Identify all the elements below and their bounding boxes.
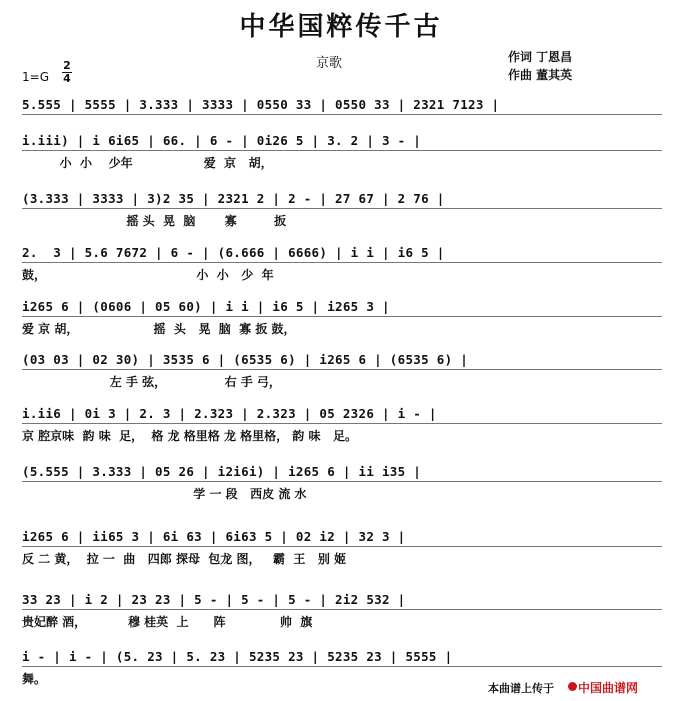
score-row xyxy=(22,528,662,567)
lyric-line: 贵妃醉 酒， 穆 桂英 上 阵 帅 旗 xyxy=(22,615,313,629)
song-title: 中华国粹传千古 xyxy=(239,12,443,42)
score-row xyxy=(22,132,662,171)
score-row xyxy=(22,405,662,444)
lyricist-credit: 作词 丁恩昌 xyxy=(508,50,573,64)
meter-bottom: 4 xyxy=(63,72,71,85)
lyric-line: 左 手 弦， 右 手 弓， xyxy=(22,375,281,389)
lyric-line: 爱 京 胡， 摇 头 晃 脑 寡 扳 鼓， xyxy=(22,322,296,336)
site-logo-icon xyxy=(568,682,577,691)
lyric-line: 小 小 少年 爱 京 胡， xyxy=(22,156,273,170)
score-row xyxy=(22,591,662,630)
note-line: 2. 3 | 5.6 7672 | 6 - | (6.666 | 6666) | i i | i6 5 | xyxy=(22,244,662,263)
note-line: i.ii6 | 0i 3 | 2. 3 | 2.323 | 2.323 | 05 2326 | i - | xyxy=(22,405,662,424)
note-line: i - | i - | (5. 23 | 5. 23 | 5235 23 | 5235 23 | 5555 | xyxy=(22,648,662,667)
lyric-line: 舞。 xyxy=(22,672,47,686)
lyric-line: 京 腔京味 韵 味 足， 格 龙 格里格 龙 格里格， 韵 味 足。 xyxy=(22,429,358,443)
lyric-line: 摇 头 晃 脑 寡 扳 xyxy=(22,214,287,228)
note-line: (03 03 | 02 30) | 3535 6 | (6535 6) | i265 6 | (6535 6) | xyxy=(22,351,662,370)
score-row xyxy=(22,351,662,390)
note-line: (5.555 | 3.333 | 05 26 | i2i6i) | i265 6 | ii i35 | xyxy=(22,463,662,482)
note-line: i265 6 | ii65 3 | 6i 63 | 6i63 5 | 02 i2 | 32 3 | xyxy=(22,528,662,547)
lyric-line: 反 二 黄， 拉 一 曲 四郎 探母 包龙 图， 霸 王 别 姬 xyxy=(22,552,347,566)
genre-label: 京歌 xyxy=(316,56,343,71)
note-line: 33 23 | i 2 | 23 23 | 5 - | 5 - | 5 - | 2i2 532 | xyxy=(22,591,662,610)
site-name-link[interactable]: 中国曲谱网 xyxy=(578,681,639,695)
composer-credit: 作曲 董其英 xyxy=(508,68,573,82)
score-row xyxy=(22,190,662,229)
note-line: i.iii) | i 6i65 | 66. | 6 - | 0i26 5 | 3. 2 | 3 - | xyxy=(22,132,662,151)
score-row xyxy=(22,96,662,135)
score-row xyxy=(22,463,662,502)
score-row xyxy=(22,298,662,337)
note-line: i265 6 | (0606 | 05 60) | i i | i6 5 | i265 3 | xyxy=(22,298,662,317)
lyric-line: 学 一 段 西皮 流 水 xyxy=(22,487,307,501)
lyric-line: 鼓， 小 小 少 年 xyxy=(22,268,274,282)
time-signature xyxy=(62,60,72,85)
note-line: (3.333 | 3333 | 3)2 35 | 2321 2 | 2 - | 27 67 | 2 76 | xyxy=(22,190,662,209)
score-row xyxy=(22,648,662,687)
upload-note: 本曲谱上传于 xyxy=(488,682,554,695)
note-line: 5.555 | 5555 | 3.333 | 3333 | 0550 33 | 0550 33 | 2321 7123 | xyxy=(22,96,662,115)
key-signature: 1=G xyxy=(22,70,49,84)
score-row xyxy=(22,244,662,283)
meter-top: 2 xyxy=(63,59,71,72)
